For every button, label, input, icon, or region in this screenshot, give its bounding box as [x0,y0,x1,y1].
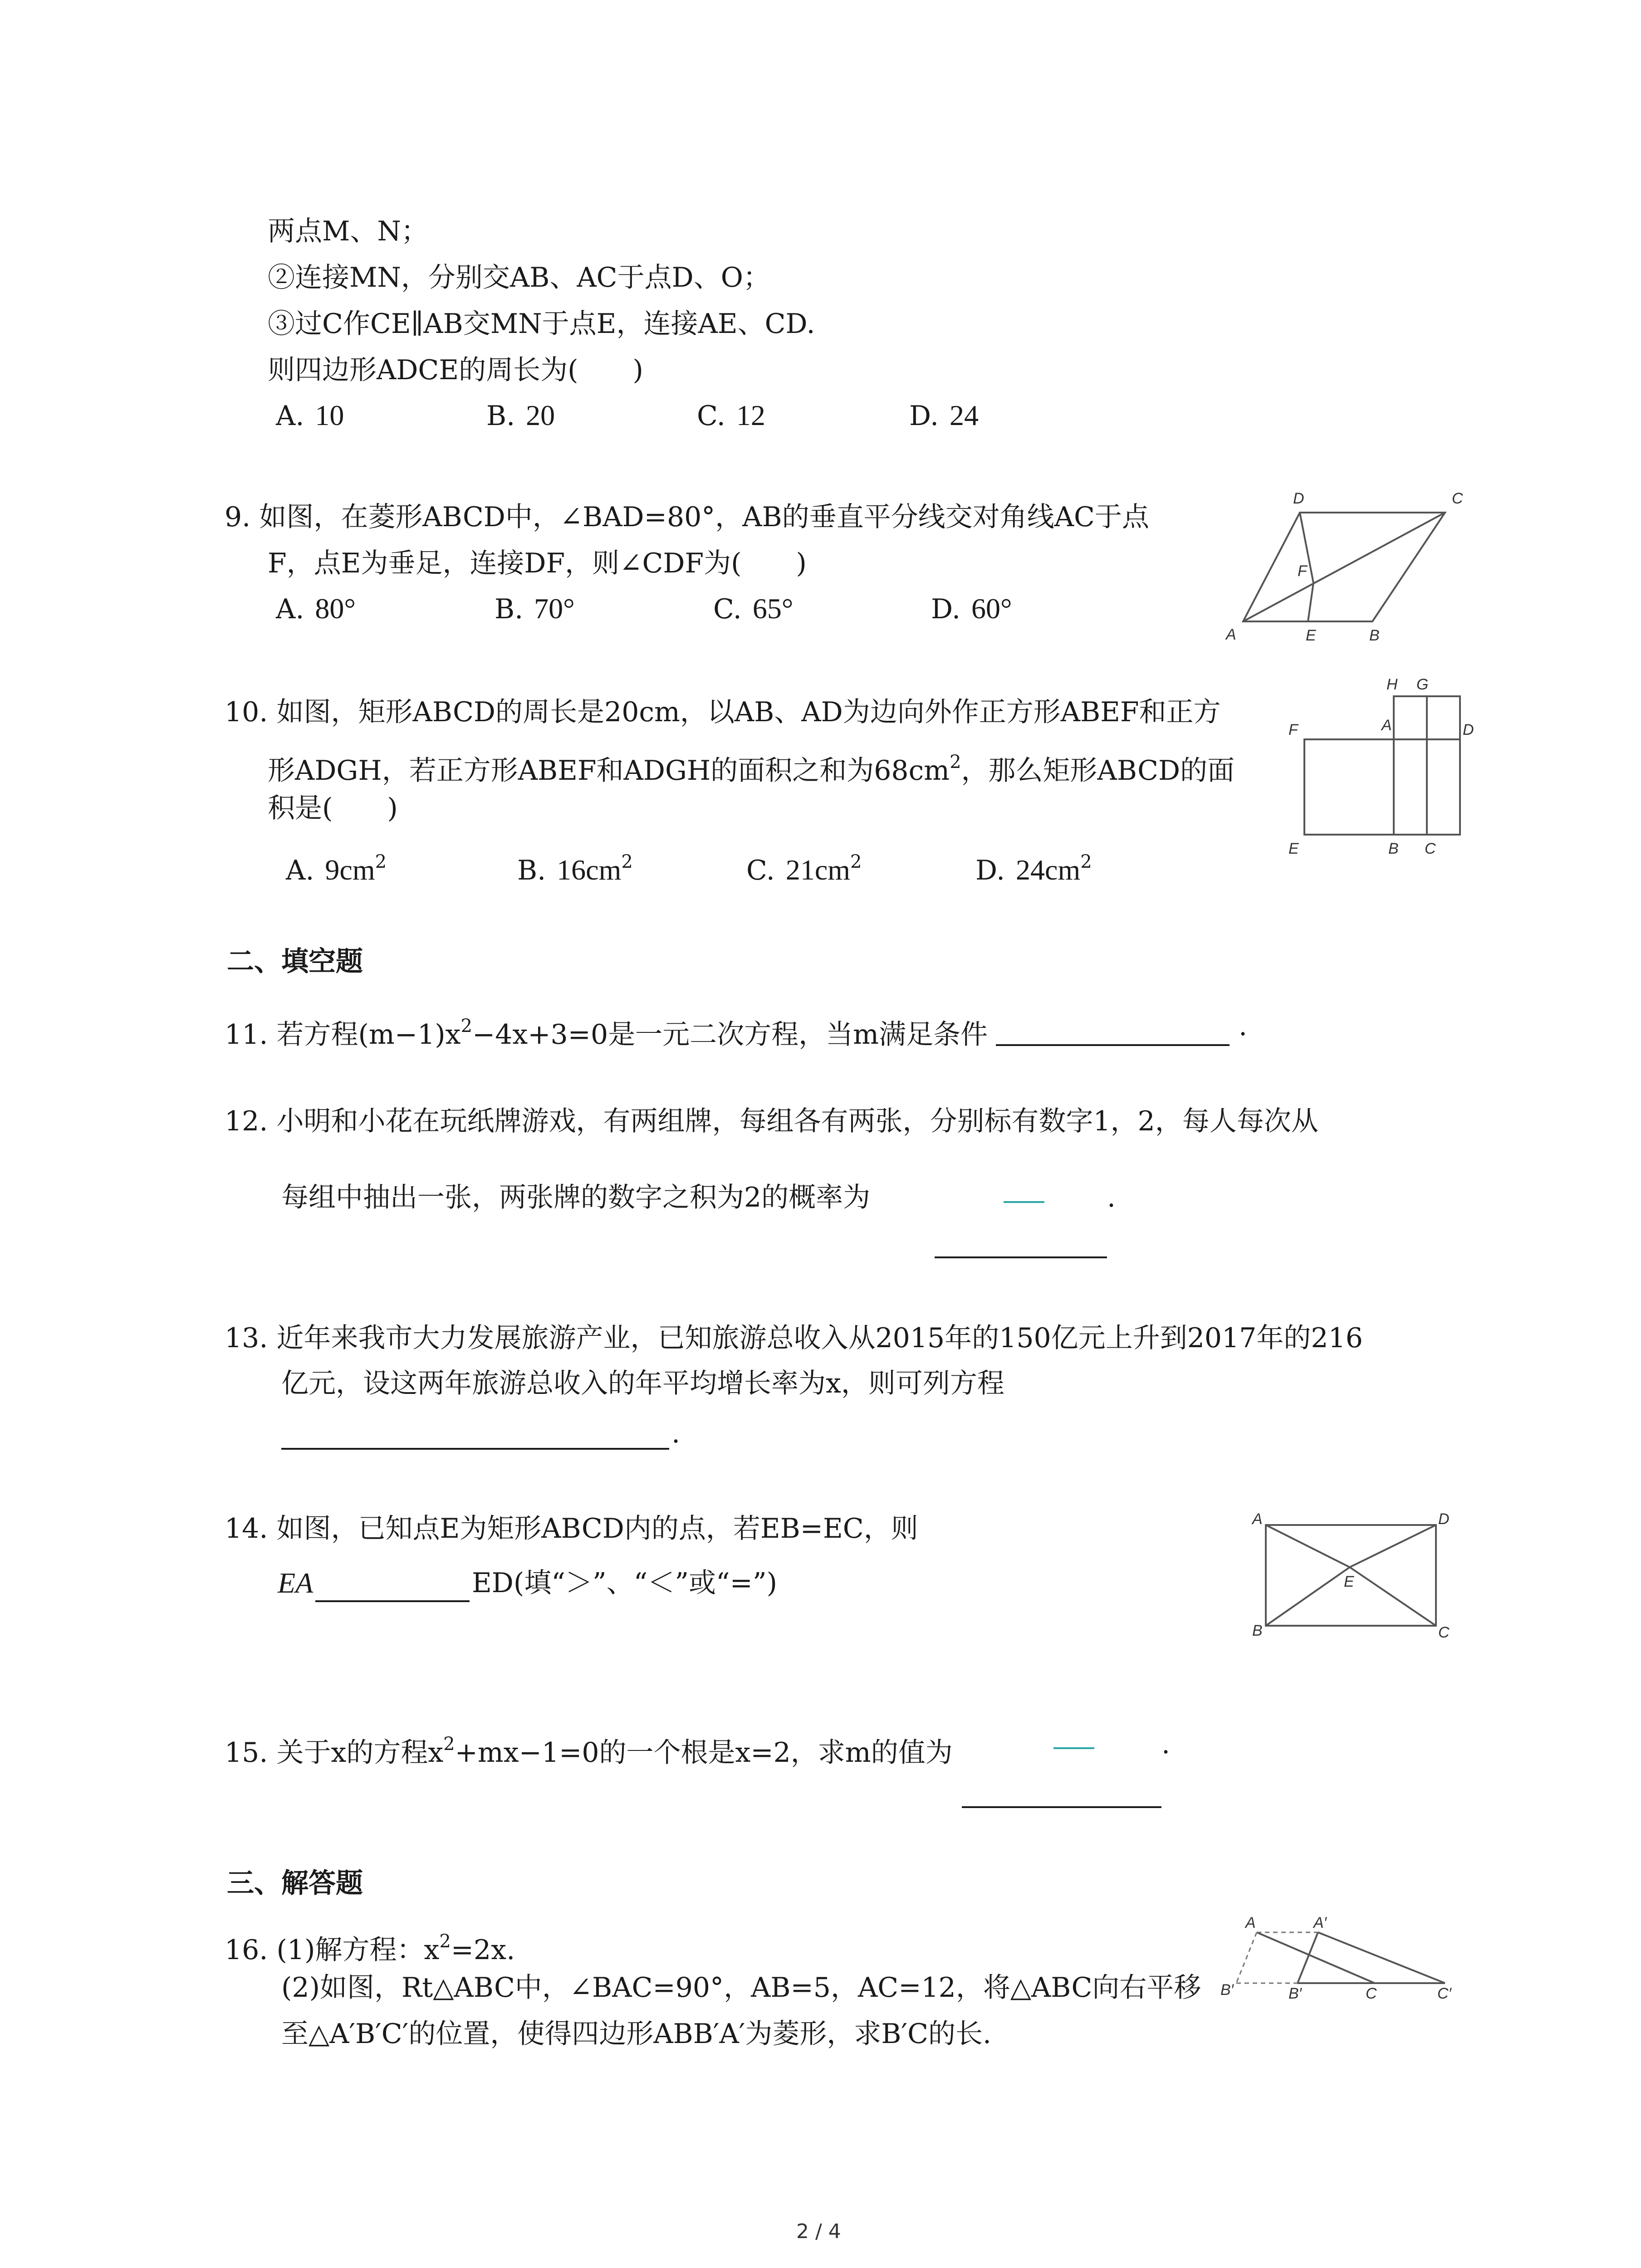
section-answer-title: 三、解答题 [227,1867,363,1899]
rhombus-label-b: B [1369,627,1380,644]
q9-option-d[interactable]: D. 60° [931,592,1012,625]
fig10-label-f: F [1288,721,1298,738]
fig16-label-a-prime: A′ [1313,1914,1327,1931]
q16-line1: 16. (1)解方程：$x^2=2x$. [225,1931,515,1966]
q11-end: . [1239,1010,1248,1042]
q9-line1: 9. 如图，在菱形ABCD中，∠BAD=80°，AB的垂直平分线交对角线AC于点 [225,501,1149,533]
q10-option-a[interactable]: A. $9cm^2$ [286,851,387,886]
fig14-label-c: C [1438,1624,1450,1641]
rhombus-label-c: C [1452,490,1463,507]
q12-line2: 每组中抽出一张，两张牌的数字之积为2的概率为 [281,1182,871,1213]
fig16-label-b-prime: B′ [1288,1985,1302,2002]
fig10-label-b: B [1388,840,1399,857]
q13-answer-blank[interactable] [281,1448,669,1450]
rhombus-label-d: D [1293,490,1304,507]
q15-line: 15. 关于x的方程$x^2+mx-1=0$的一个根是x=2，求m的值为 [225,1734,953,1769]
fig10-label-c: C [1425,840,1436,857]
q8-option-d[interactable]: D. 24 [909,399,979,432]
q13-end: . [671,1418,681,1449]
q14-line2-pre: EA [278,1567,314,1599]
q12-fraction-bar [1004,1201,1044,1203]
q8-option-b[interactable]: B. 20 [486,399,555,432]
q11-line: 11. 若方程$(m-1)x^2-4x+3=0$是一元二次方程，当m满足条件 [225,1016,988,1051]
q8-line1: 两点M、N； [268,215,428,247]
q12-line1: 12. 小明和小花在玩纸牌游戏，有两组牌，每组各有两张，分别标有数字1，2，每人每次从 [225,1105,1318,1137]
q9-option-b[interactable]: B. 70° [495,592,575,625]
q15-fraction-bar [1053,1747,1094,1749]
q15-answer-blank[interactable] [962,1806,1161,1808]
q12-answer-blank[interactable] [935,1256,1107,1258]
q16-line3: 至△A′B′C′的位置，使得四边形ABB′A′为菱形，求B′C的长. [281,2018,992,2050]
q16-line2: (2)如图，Rt△ABC中，∠BAC=90°，AB=5，AC=12，将△ABC向右平移 [281,1972,1201,2004]
q12-end: . [1107,1182,1116,1213]
q10-line2: 形ADGH，若正方形ABEF和ADGH的面积之和为$68cm^2$，那么矩形ABCD的面 [268,752,1235,787]
fig10-label-a: A [1381,717,1392,734]
rhombus-label-e: E [1306,627,1316,644]
rectangle-squares-figure [1288,676,1479,857]
q15-end: . [1161,1728,1171,1760]
fig10-label-h: H [1386,676,1398,693]
fig16-label-b: B′ [1220,1981,1234,1999]
q10-option-c[interactable]: C. $21cm^2$ [746,851,862,886]
q11-answer-blank[interactable] [996,1044,1230,1046]
q13-line1: 13. 近年来我市大力发展旅游产业，已知旅游总收入从2015年的150亿元上升到2017年的216 [225,1322,1363,1354]
fig14-label-a: A [1252,1510,1263,1528]
q8-option-c[interactable]: C. 12 [697,399,765,432]
q9-line2: F，点E为垂足，连接DF，则∠CDF为( ) [268,547,807,579]
fig14-label-d: D [1438,1510,1450,1528]
rhombus-label-a: A [1226,626,1236,643]
q10-option-d[interactable]: D. $24cm^2$ [975,851,1092,886]
q9-option-c[interactable]: C. 65° [713,592,794,625]
q10-option-b[interactable]: B. $16cm^2$ [517,851,633,886]
q8-option-a[interactable]: A. 10 [276,399,344,432]
fig14-label-b: B [1252,1622,1263,1639]
fig16-label-a: A [1245,1914,1256,1931]
fig16-label-c-prime: C′ [1437,1985,1451,2002]
q10-line3: 积是( ) [268,792,398,824]
rhombus-label-f: F [1298,562,1307,580]
fig10-label-g: G [1416,676,1429,693]
fig16-label-c: C [1366,1985,1377,2002]
q14-line1: 14. 如图，已知点E为矩形ABCD内的点，若EB=EC，则 [225,1513,918,1545]
translated-triangle-figure [1220,1905,1456,2009]
q9-option-a[interactable]: A. 80° [276,592,356,625]
q14-answer-blank[interactable] [315,1600,470,1602]
q8-line4: 则四边形ADCE的周长为( ) [268,354,643,386]
fig14-label-e: E [1344,1573,1354,1590]
q14-line2-post: ED(填“＞”、“＜”或“=”) [472,1567,778,1599]
fig10-label-d: D [1463,721,1474,738]
q8-line3: ③过C作CE∥AB交MN于点E，连接AE、CD. [268,308,815,340]
page-number: 2 / 4 [796,2220,841,2243]
fig10-label-e: E [1288,840,1299,857]
rectangle-point-e-figure [1243,1506,1461,1647]
q13-line2: 亿元，设这两年旅游总收入的年平均增长率为x，则可列方程 [281,1368,1004,1399]
section-fill-in-title: 二、填空题 [227,946,363,978]
rhombus-figure [1225,485,1470,649]
q8-line2: ②连接MN，分别交AB、AC于点D、O； [268,262,770,293]
q10-line1: 10. 如图，矩形ABCD的周长是20cm，以AB、AD为边向外作正方形ABEF和正方 [225,696,1221,728]
